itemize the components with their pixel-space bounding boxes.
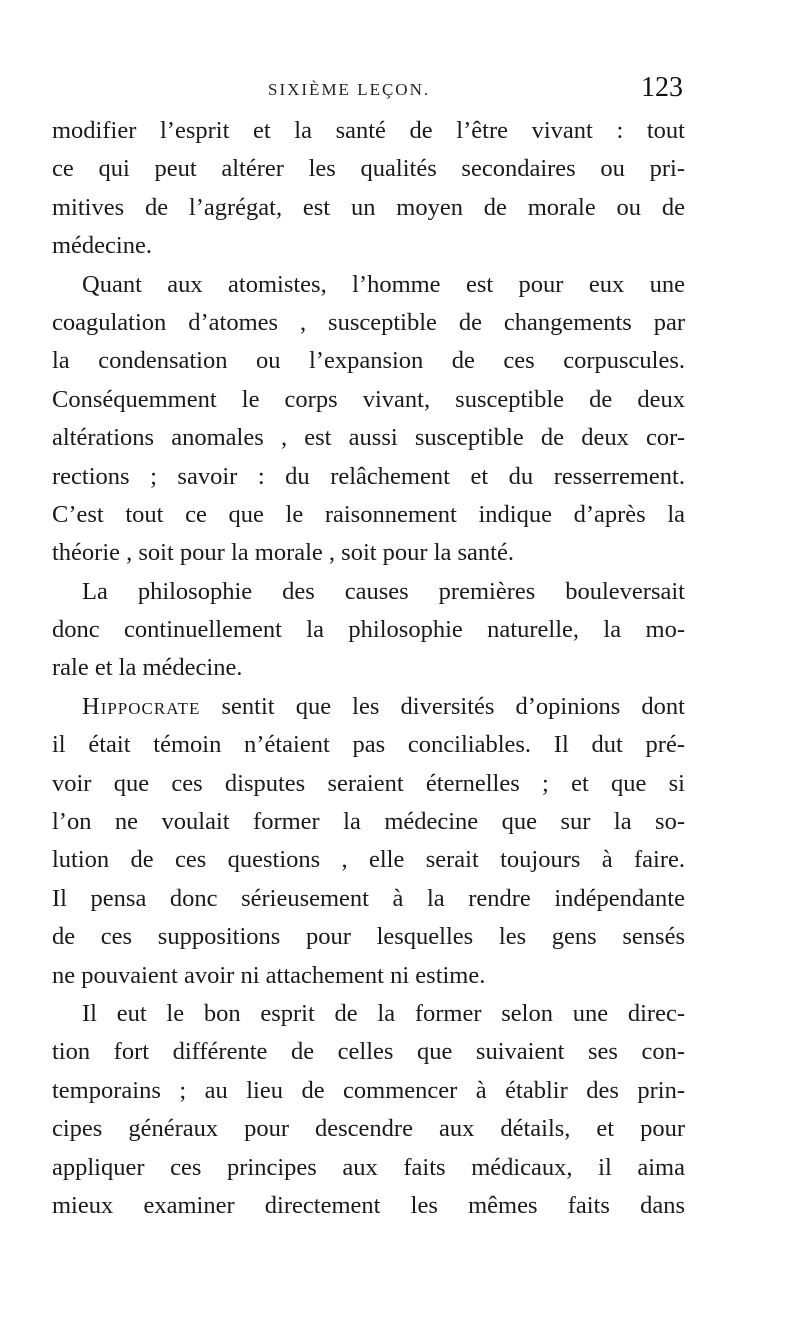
text-line: lution de ces questions , elle serait toujours à faire. xyxy=(52,846,685,874)
text-line: mieux examiner directement les mêmes faits dans xyxy=(52,1191,685,1219)
page-number: 123 xyxy=(641,72,683,103)
text-line: mitives de l’agrégat, est un moyen de morale ou de xyxy=(52,193,685,221)
text-line: coagulation d’atomes , susceptible de changements par xyxy=(52,308,685,336)
text-line: Conséquemment le corps vivant, susceptible de deux xyxy=(52,385,685,413)
page-header xyxy=(0,72,801,112)
text-line: ne pouvaient avoir ni attachement ni estime. xyxy=(52,961,486,989)
text-line: altérations anomales , est aussi susceptible de deux cor- xyxy=(52,424,685,452)
text-line: médecine. xyxy=(52,232,152,260)
text-line: donc continuellement la philosophie naturelle, la mo- xyxy=(52,616,685,644)
text-line: rections ; savoir : du relâchement et du resserrement. xyxy=(52,462,685,490)
running-head: SIXIÈME LEÇON. xyxy=(268,80,431,99)
text-line: ce qui peut altérer les qualités secondaires ou pri- xyxy=(52,155,685,183)
text-line xyxy=(52,688,685,726)
text-line: appliquer ces principes aux faits médicaux, il aima xyxy=(52,1153,685,1181)
text-line-continuation: sentit que les diversités d’opinions dont xyxy=(200,692,685,720)
text-line: temporains ; au lieu de commencer à établir des prin- xyxy=(52,1076,685,1104)
text-line: tion fort différente de celles que suivaient ses con- xyxy=(52,1038,685,1066)
text-line: rale et la médecine. xyxy=(52,654,243,682)
text-line: voir que ces disputes seraient éternelles ; et que si xyxy=(52,769,685,797)
author-name: Hippocrate xyxy=(82,692,201,720)
text-line: Il eut le bon esprit de la former selon une direc- xyxy=(82,999,685,1027)
text-line: Quant aux atomistes, l’homme est pour eux une xyxy=(82,270,685,298)
text-line: Il pensa donc sérieusement à la rendre indépendante xyxy=(52,884,685,912)
text-line: théorie , soit pour la morale , soit pour la santé. xyxy=(52,539,514,567)
text-line: cipes généraux pour descendre aux détails, et pour xyxy=(52,1115,685,1143)
text-line: la condensation ou l’expansion de ces corpuscules. xyxy=(52,347,685,375)
text-line: de ces suppositions pour lesquelles les gens sensés xyxy=(52,923,685,951)
text-line: il était témoin n’étaient pas conciliables. Il dut pré- xyxy=(52,731,685,759)
text-line: l’on ne voulait former la médecine que sur la so- xyxy=(52,808,685,836)
text-line: C’est tout ce que le raisonnement indique d’après la xyxy=(52,500,685,528)
body-text xyxy=(52,112,685,1225)
text-line: modifier l’esprit et la santé de l’être vivant : tout xyxy=(52,117,685,144)
text-line: La philosophie des causes premières bouleversait xyxy=(82,577,685,605)
